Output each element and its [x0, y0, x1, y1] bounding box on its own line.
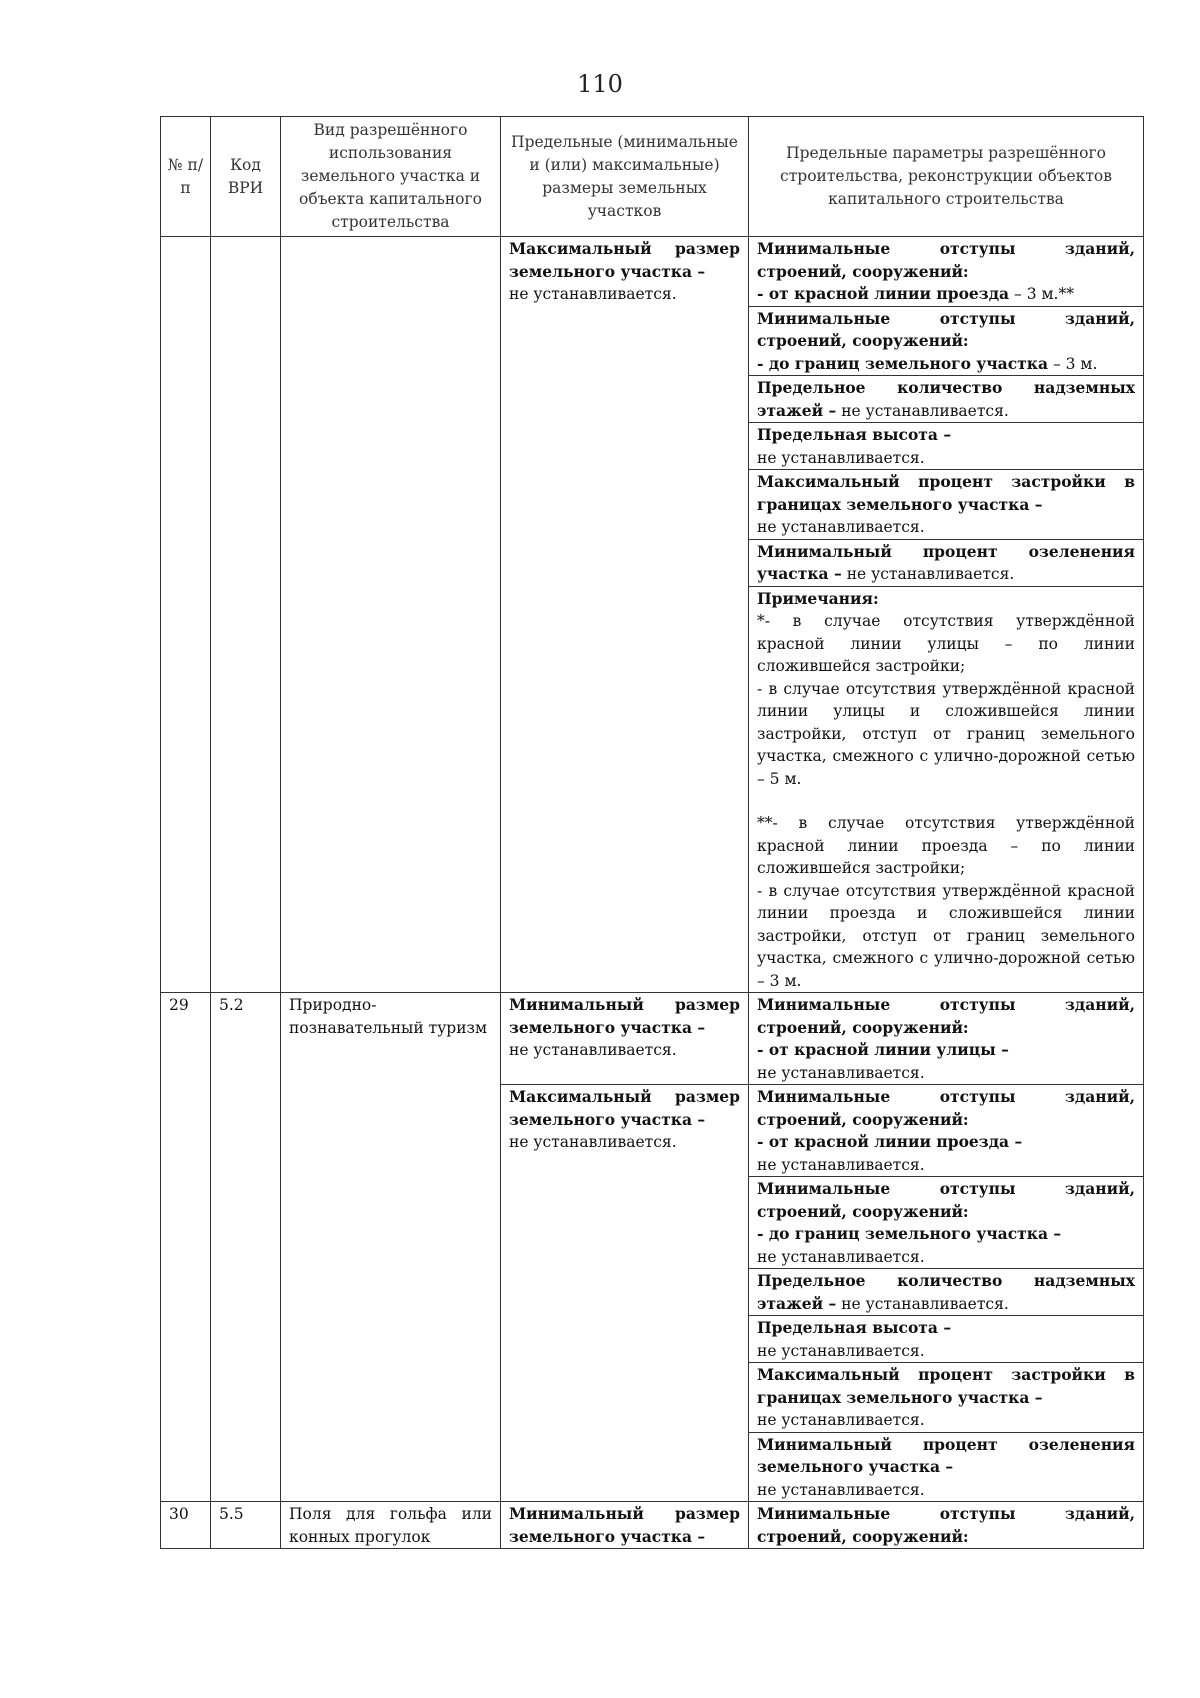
param-cell: [749, 1432, 1144, 1502]
cell-code: [211, 237, 281, 993]
cell-min-size: [501, 1502, 749, 1549]
param-value: не устанавливается.: [757, 1341, 925, 1360]
cell-number: [161, 237, 211, 993]
param-title: Максимальный процент застройки в границах земельного участка –: [757, 472, 1135, 514]
param-value: не устанавливается.: [841, 1294, 1009, 1313]
note-line: - в случае отсутствия утверждённой красной линии улицы и сложившейся линии застройки, отступ от границ земельного участка, смежного с улично-дорожной сетью – 5 м.: [757, 679, 1135, 788]
cell-use-type: Поля для гольфа или конных прогулок: [281, 1502, 501, 1549]
param-title: Минимальные отступы зданий, строений, сооружений:: [757, 1179, 1135, 1221]
param-cell: [749, 1085, 1144, 1177]
cell-code: 5.5: [211, 1502, 281, 1549]
param-value: не устанавливается.: [757, 518, 925, 536]
notes-cell: [749, 586, 1144, 993]
cell-use-type: Природно-познавательный туризм: [281, 993, 501, 1502]
max-size-value: не устанавливается.: [509, 285, 677, 303]
param-title: Минимальные отступы зданий, строений, сооружений:: [757, 1504, 1135, 1546]
cell-number: 30: [161, 1502, 211, 1549]
note-line: **- в случае отсутствия утверждённой красной линии проезда – по линии сложившейся застройки;: [757, 814, 1135, 877]
header-number: № п/п: [161, 117, 211, 237]
min-size-title: Минимальный размер земельного участка –: [509, 1504, 740, 1546]
param-item: - до границ земельного участка: [757, 353, 1048, 373]
param-cell: [749, 1316, 1144, 1363]
param-value: – 3 м.**: [1014, 285, 1074, 303]
notes-title: Примечания:: [757, 588, 879, 608]
param-title: Предельная высота –: [757, 425, 952, 444]
param-title: Предельная высота –: [757, 1318, 952, 1337]
param-item: - от красной линии проезда: [757, 284, 1010, 303]
note-line: - в случае отсутствия утверждённой красной линии проезда и сложившейся линии застройки, отступ от границ земельного участка, смежного с улично-дорожной сетью – 3 м.: [757, 881, 1135, 990]
cell-max-size: [501, 237, 749, 993]
max-size-value: не устанавливается.: [509, 1133, 677, 1151]
note-line: *- в случае отсутствия утверждённой красной линии улицы – по линии сложившейся застройки;: [757, 612, 1135, 675]
cell-code: 5.2: [211, 993, 281, 1502]
cell-number: 29: [161, 993, 211, 1502]
param-cell: [749, 470, 1144, 540]
param-cell: [749, 376, 1144, 423]
param-title: Минимальные отступы зданий, строений, сооружений:: [757, 995, 1135, 1037]
param-cell: [749, 539, 1144, 586]
cell-max-size: [501, 1085, 749, 1502]
param-cell: [749, 993, 1144, 1085]
max-size-title: Максимальный размер земельного участка –: [509, 239, 740, 281]
param-value: не устанавливается.: [846, 565, 1015, 583]
param-cell: [749, 1363, 1144, 1433]
table-row: [161, 237, 1144, 307]
max-size-title: Максимальный размер земельного участка –: [509, 1087, 740, 1129]
param-title: Предельное количество надземных этажей –: [757, 1271, 1135, 1313]
param-value: – 3 м.: [1052, 354, 1098, 373]
param-value: не устанавливается.: [841, 401, 1009, 420]
param-title: Минимальные отступы зданий, строений, сооружений:: [757, 239, 1135, 281]
param-value: не устанавливается.: [757, 1155, 925, 1174]
header-build-params: Предельные параметры разрешённого строительства, реконструкции объектов капитального строительства: [749, 117, 1144, 237]
param-title: Предельное количество надземных этажей –: [757, 378, 1135, 420]
param-cell: [749, 423, 1144, 470]
header-plot-size: Предельные (минимальные и (или) максимальные) размеры земельных участков: [501, 117, 749, 237]
param-title: Минимальные отступы зданий, строений, сооружений:: [757, 1087, 1135, 1129]
param-cell: [749, 1269, 1144, 1316]
param-value: не устанавливается.: [757, 448, 925, 467]
table-row: [161, 993, 1144, 1085]
cell-use-type: [281, 237, 501, 993]
param-cell: [749, 237, 1144, 307]
param-item: - до границ земельного участка –: [757, 1224, 1062, 1243]
param-title: Минимальный процент озеленения участка –: [757, 541, 1135, 583]
min-size-title: Минимальный размер земельного участка –: [509, 995, 740, 1037]
header-code: Код ВРИ: [211, 117, 281, 237]
param-title: Минимальные отступы зданий, строений, сооружений:: [757, 308, 1135, 350]
page-number: 110: [577, 70, 623, 98]
cell-min-size: [501, 993, 749, 1085]
header-use-type: Вид разрешённого использования земельного участка и объекта капитального строительства: [281, 117, 501, 237]
param-value: не устанавливается.: [757, 1063, 925, 1082]
param-cell: [749, 1177, 1144, 1269]
param-item: - от красной линии улицы –: [757, 1040, 1009, 1059]
param-value: не устанавливается.: [757, 1411, 925, 1429]
min-size-value: не устанавливается.: [509, 1041, 677, 1059]
table-header-row: [161, 117, 1144, 237]
param-item: - от красной линии проезда –: [757, 1132, 1023, 1151]
param-cell: [749, 1502, 1144, 1549]
table-row: [161, 1502, 1144, 1549]
param-value: не устанавливается.: [757, 1247, 925, 1266]
param-value: не устанавливается.: [757, 1480, 925, 1499]
param-cell: [749, 306, 1144, 376]
param-title: Минимальный процент озеленения земельного участка –: [757, 1434, 1135, 1476]
param-title: Максимальный процент застройки в границах земельного участка –: [757, 1365, 1135, 1407]
regulations-table: [160, 116, 1144, 1549]
